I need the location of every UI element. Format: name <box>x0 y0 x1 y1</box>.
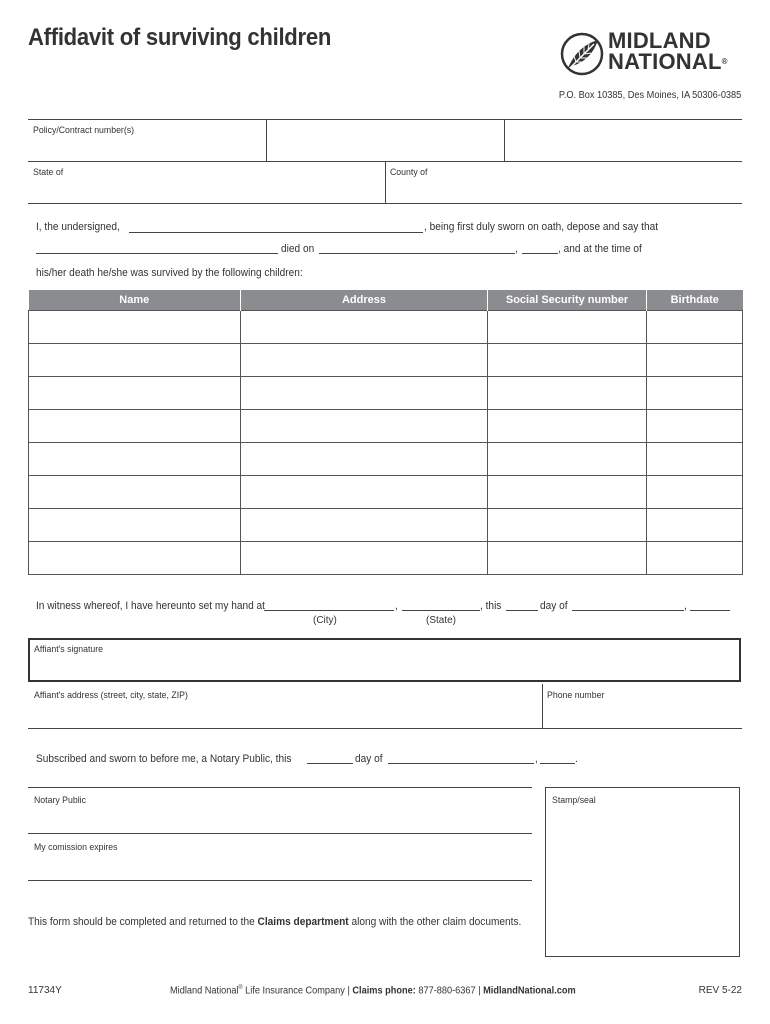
witness-year-blank[interactable] <box>690 610 730 611</box>
state-label: State of <box>33 167 64 178</box>
commission-expires-label: My comission expires <box>34 842 118 853</box>
affiant-signature-label: Affiant's signature <box>34 644 104 655</box>
address-cell[interactable] <box>241 377 488 410</box>
company-address: P.O. Box 10385, Des Moines, IA 50306-0385 <box>558 90 741 101</box>
name-cell[interactable] <box>29 509 241 542</box>
deceased-name-blank[interactable] <box>36 253 278 254</box>
notary-day-of: day of <box>355 753 383 765</box>
ssn-cell[interactable] <box>488 311 647 344</box>
column-header-address: Address <box>241 290 488 311</box>
table-header-row <box>29 290 743 311</box>
instruction-after: along with the other claim documents. <box>348 916 522 928</box>
affiant-address-field[interactable] <box>28 684 542 728</box>
table-row <box>29 344 743 377</box>
ssn-cell[interactable] <box>488 377 647 410</box>
name-cell[interactable] <box>29 476 241 509</box>
phone-number-field[interactable] <box>543 684 742 728</box>
table-row <box>29 410 743 443</box>
address-cell[interactable] <box>241 476 488 509</box>
birthdate-cell[interactable] <box>647 344 743 377</box>
undersigned-name-blank[interactable] <box>129 232 423 233</box>
state-caption: (State) <box>426 615 457 626</box>
ssn-cell[interactable] <box>488 344 647 377</box>
instruction-bold: Claims department <box>257 916 349 928</box>
notary-comma: , <box>535 753 538 765</box>
address-cell[interactable] <box>241 410 488 443</box>
table-row <box>29 311 743 344</box>
footer-registered-mark: ® <box>238 985 243 991</box>
revision-number: REV 5-22 <box>698 985 742 996</box>
address-cell[interactable] <box>241 509 488 542</box>
footer-website-link[interactable]: MidlandNational.com <box>483 985 576 997</box>
table-row <box>29 509 743 542</box>
witness-comma-2: , <box>684 600 687 612</box>
policy-number-field-1[interactable] <box>266 120 504 161</box>
stamp-seal-box[interactable] <box>545 787 740 957</box>
birthdate-cell[interactable] <box>647 311 743 344</box>
footer-company-line <box>170 985 576 996</box>
policy-number-field-2[interactable] <box>504 120 742 161</box>
address-cell[interactable] <box>241 443 488 476</box>
instruction-text <box>28 916 521 928</box>
midland-national-logo <box>560 30 745 80</box>
affiant-address-label: Affiant's address (street, city, state, ZIP) <box>34 690 188 701</box>
commission-expires-field[interactable] <box>28 834 532 880</box>
sworn-text: , being first duly sworn on oath, depose and say that <box>424 221 659 233</box>
page-title: Affidavit of surviving children <box>28 24 332 51</box>
logo-registered-mark: ® <box>721 57 728 66</box>
phone-number-label: Phone number <box>547 690 605 701</box>
grid-bottom-line <box>28 203 742 204</box>
city-caption: (City) <box>313 615 337 626</box>
witness-day-of: day of <box>540 600 568 612</box>
death-year-blank[interactable] <box>522 253 558 254</box>
county-field[interactable] <box>385 162 742 203</box>
table-row <box>29 476 743 509</box>
birthdate-cell[interactable] <box>647 476 743 509</box>
column-header-name: Name <box>29 290 241 311</box>
notary-month-blank[interactable] <box>388 763 534 764</box>
notary-public-field[interactable] <box>28 788 532 833</box>
address-cell[interactable] <box>241 311 488 344</box>
birthdate-cell[interactable] <box>647 542 743 575</box>
birthdate-cell[interactable] <box>647 410 743 443</box>
notary-period: . <box>575 753 578 765</box>
name-cell[interactable] <box>29 443 241 476</box>
logo-line-1: MIDLAND <box>608 28 711 53</box>
footer-company-rest: Life Insurance Company | <box>242 985 353 997</box>
notary-bottom-line <box>28 880 532 881</box>
birthdate-cell[interactable] <box>647 377 743 410</box>
affiant-signature-field[interactable] <box>28 638 741 682</box>
state-blank[interactable] <box>402 610 480 611</box>
address-cell[interactable] <box>241 344 488 377</box>
name-cell[interactable] <box>29 344 241 377</box>
death-date-blank[interactable] <box>319 253 515 254</box>
ssn-cell[interactable] <box>488 443 647 476</box>
witness-day-blank[interactable] <box>506 610 538 611</box>
city-blank[interactable] <box>264 610 394 611</box>
ssn-cell[interactable] <box>488 542 647 575</box>
name-cell[interactable] <box>29 311 241 344</box>
state-field[interactable] <box>28 162 385 203</box>
undersigned-text: I, the undersigned, <box>36 221 120 233</box>
address-cell[interactable] <box>241 542 488 575</box>
witness-month-blank[interactable] <box>572 610 684 611</box>
form-number: 11734Y <box>28 985 62 996</box>
ssn-cell[interactable] <box>488 509 647 542</box>
instruction-before: This form should be completed and returned to the <box>28 916 258 928</box>
county-label: County of <box>390 167 428 178</box>
comma-text: , <box>515 243 518 255</box>
witness-text: In witness whereof, I have hereunto set my hand at <box>36 600 265 612</box>
table-row <box>29 377 743 410</box>
name-cell[interactable] <box>29 542 241 575</box>
notary-public-label: Notary Public <box>34 795 86 806</box>
leaf-logo-icon <box>560 32 604 76</box>
name-cell[interactable] <box>29 410 241 443</box>
birthdate-cell[interactable] <box>647 509 743 542</box>
column-header-birthdate: Birthdate <box>647 290 743 311</box>
table-row <box>29 542 743 575</box>
stamp-seal-label: Stamp/seal <box>552 795 596 806</box>
address-bottom-line <box>28 728 742 729</box>
died-on-text: died on <box>281 243 315 255</box>
notary-year-blank[interactable] <box>540 763 575 764</box>
witness-this: , this <box>480 600 502 612</box>
ssn-cell[interactable] <box>488 410 647 443</box>
survived-text: his/her death he/she was survived by the following children: <box>36 267 303 279</box>
name-cell[interactable] <box>29 377 241 410</box>
policy-number-label: Policy/Contract number(s) <box>33 125 135 136</box>
subscribed-text: Subscribed and sworn to before me, a Notary Public, this <box>36 753 292 765</box>
witness-comma: , <box>395 600 398 612</box>
notary-day-blank[interactable] <box>307 763 353 764</box>
column-header-ssn: Social Security number <box>488 290 647 311</box>
footer-claims-label: Claims phone: <box>352 985 416 997</box>
logo-line-2: NATIONAL <box>608 49 722 74</box>
birthdate-cell[interactable] <box>647 443 743 476</box>
table-row <box>29 443 743 476</box>
footer-company: Midland National <box>170 985 239 997</box>
footer-claims-phone: 877-880-6367 | <box>415 985 484 997</box>
time-of-text: , and at the time of <box>558 243 642 255</box>
children-table <box>28 290 743 575</box>
ssn-cell[interactable] <box>488 476 647 509</box>
